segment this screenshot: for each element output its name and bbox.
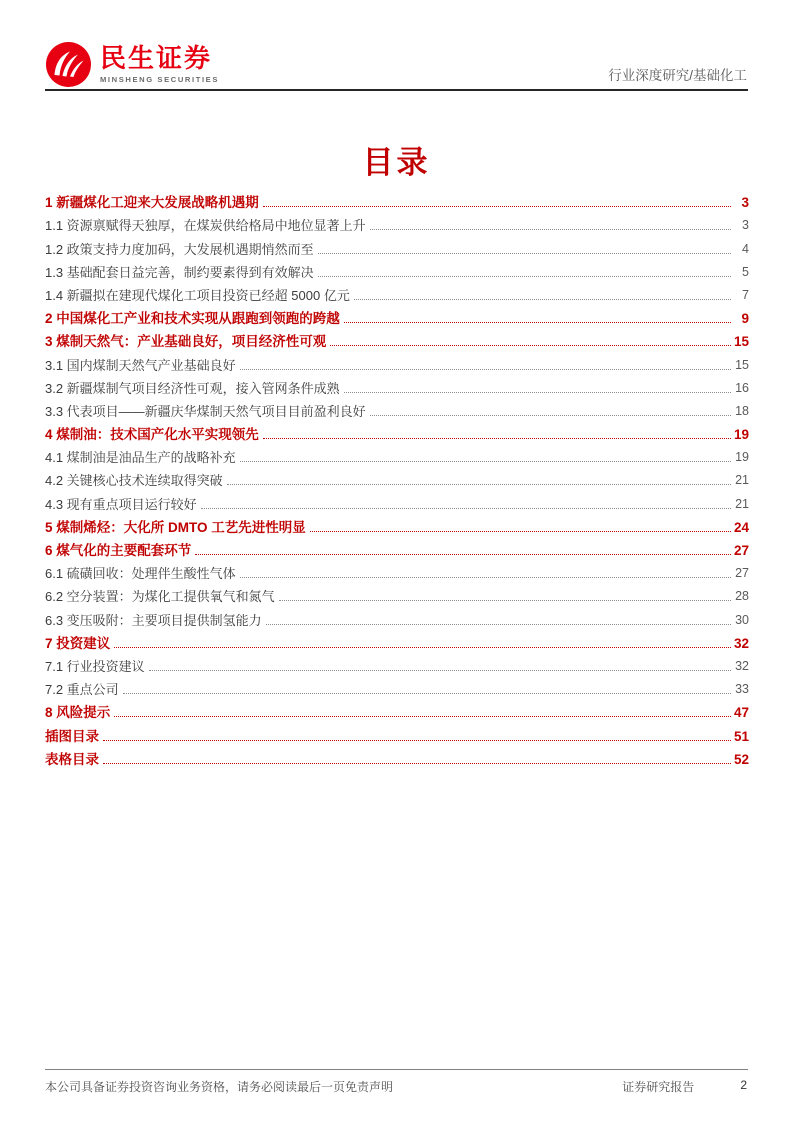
- toc-entry-label: 3.3 代表项目——新疆庆华煤制天然气项目目前盈利良好: [45, 403, 366, 419]
- toc-leader-dots: [263, 206, 731, 207]
- toc-entry[interactable]: [45, 629, 749, 652]
- footer-divider: [45, 1069, 748, 1070]
- toc-entry-page: 4: [742, 241, 749, 256]
- toc-entry-label: 3.1 国内煤制天然气产业基础良好: [45, 357, 236, 373]
- toc-entry-page: 21: [735, 496, 749, 511]
- toc-entry-page: 9: [741, 311, 749, 327]
- toc-leader-dots: [318, 253, 731, 254]
- toc-entry-label: 7 投资建议: [45, 635, 111, 651]
- logo-wordmark: [100, 42, 220, 85]
- toc-entry-label: 8 风险提示: [45, 705, 111, 721]
- toc-entry[interactable]: [45, 258, 749, 281]
- toc-leader-dots: [370, 229, 731, 230]
- toc-leader-dots: [103, 740, 731, 741]
- toc-entry-label: 4.2 关键核心技术连续取得突破: [45, 473, 223, 489]
- toc-entry-label: 1 新疆煤化工迎来大发展战略机遇期: [45, 195, 259, 211]
- toc-leader-dots: [344, 322, 731, 323]
- toc-leader-dots: [310, 531, 731, 532]
- toc-entry-label: 插图目录: [45, 728, 99, 744]
- toc-entry[interactable]: [45, 536, 749, 559]
- toc-entry[interactable]: [45, 559, 749, 582]
- toc-entry-label: 4.3 现有重点项目运行较好: [45, 496, 197, 512]
- toc-entry-page: 27: [733, 543, 749, 558]
- toc-leader-dots: [279, 600, 731, 601]
- toc-leader-dots: [114, 647, 731, 648]
- toc-entry-label: 1.2 政策支持力度加码，大发展机遇期悄然而至: [45, 241, 314, 257]
- toc-leader-dots: [227, 484, 731, 485]
- toc-leader-dots: [201, 508, 731, 509]
- footer: [45, 1078, 747, 1095]
- toc-entry[interactable]: [45, 466, 749, 489]
- toc-entry-label: 6.1 硫磺回收：处理伴生酸性气体: [45, 566, 236, 582]
- toc-entry-page: 3: [742, 218, 749, 233]
- toc-entry-label: 4 煤制油：技术国产化水平实现领先: [45, 427, 259, 443]
- toc-entry[interactable]: [45, 350, 749, 373]
- toc-leader-dots: [344, 392, 731, 393]
- toc-entry-page: 3: [741, 195, 749, 211]
- toc-entry[interactable]: [45, 489, 749, 512]
- toc-entry-label: 7.1 行业投资建议: [45, 658, 145, 674]
- toc-entry-label: 4.1 煤制油是油品生产的战略补充: [45, 450, 236, 466]
- minsheng-logo-icon: [46, 42, 91, 87]
- toc-entry[interactable]: [45, 420, 749, 443]
- toc-entry[interactable]: [45, 281, 749, 304]
- toc-leader-dots: [103, 763, 731, 764]
- toc-entry-page: 51: [733, 728, 749, 744]
- toc-leader-dots: [330, 345, 731, 346]
- header-divider: [45, 89, 748, 91]
- toc-leader-dots: [263, 438, 731, 439]
- toc-entry[interactable]: [45, 211, 749, 234]
- toc-entry-page: 19: [735, 450, 749, 465]
- toc-entry[interactable]: [45, 582, 749, 605]
- logo-name-en: MINSHENG SECURITIES: [100, 75, 220, 85]
- toc-entry-label: 6.3 变压吸附：主要项目提供制氢能力: [45, 612, 262, 628]
- toc-entry-page: 33: [735, 682, 749, 697]
- toc-leader-dots: [195, 554, 731, 555]
- toc-entry[interactable]: [45, 721, 749, 744]
- toc-entry-label: 5 煤制烯烃：大化所 DMTO 工艺先进性明显: [45, 519, 306, 535]
- toc-entry[interactable]: [45, 675, 749, 698]
- toc-leader-dots: [240, 369, 731, 370]
- toc-entry-page: 24: [733, 519, 749, 535]
- toc-entry-page: 47: [733, 705, 749, 721]
- toc-entry-label: 表格目录: [45, 751, 99, 767]
- toc-entry-label: 7.2 重点公司: [45, 682, 119, 698]
- toc-entry-label: 3.2 新疆煤制气项目经济性可观，接入管网条件成熟: [45, 380, 340, 396]
- logo-name-cn: 民生证券: [100, 42, 213, 73]
- page-title: 目录: [362, 145, 431, 180]
- toc-entry[interactable]: [45, 397, 749, 420]
- toc-leader-dots: [266, 624, 731, 625]
- toc-entry-label: 1.3 基础配套日益完善，制约要素得到有效解决: [45, 264, 314, 280]
- minsheng-logo: [46, 42, 219, 87]
- toc-entry-page: 7: [742, 287, 749, 302]
- toc-entry-page: 18: [735, 403, 749, 418]
- toc-entry-page: 28: [735, 589, 749, 604]
- toc-leader-dots: [240, 461, 731, 462]
- table-of-contents: [45, 188, 749, 768]
- report-category: 行业深度研究/基础化工: [608, 68, 747, 83]
- toc-entry-page: 52: [733, 751, 749, 767]
- toc-entry-page: 21: [735, 473, 749, 488]
- toc-entry-label: 2 中国煤化工产业和技术实现从跟跑到领跑的跨越: [45, 311, 340, 327]
- toc-entry-page: 32: [735, 658, 749, 673]
- toc-entry-label: 1.4 新疆拟在建现代煤化工项目投资已经超 5000 亿元: [45, 287, 350, 303]
- toc-entry[interactable]: [45, 234, 749, 257]
- toc-entry-label: 3 煤制天然气：产业基础良好，项目经济性可观: [45, 334, 327, 350]
- toc-leader-dots: [149, 670, 731, 671]
- toc-leader-dots: [318, 276, 731, 277]
- toc-entry-page: 27: [735, 566, 749, 581]
- toc-entry[interactable]: [45, 304, 749, 327]
- toc-leader-dots: [123, 693, 731, 694]
- toc-entry-page: 16: [735, 380, 749, 395]
- toc-entry-page: 32: [733, 635, 749, 651]
- toc-entry-label: 1.1 资源禀赋得天独厚，在煤炭供给格局中地位显著上升: [45, 218, 366, 234]
- toc-entry[interactable]: [45, 327, 749, 350]
- toc-entry[interactable]: [45, 698, 749, 721]
- toc-entry-label: 6.2 空分装置：为煤化工提供氧气和氮气: [45, 589, 275, 605]
- footer-report-type: 证券研究报告: [622, 1080, 695, 1094]
- toc-entry[interactable]: [45, 513, 749, 536]
- footer-page-number: 2: [740, 1078, 747, 1092]
- toc-leader-dots: [114, 716, 731, 717]
- toc-entry[interactable]: [45, 652, 749, 675]
- footer-disclaimer: 本公司具备证券投资咨询业务资格，请务必阅读最后一页免责声明: [45, 1080, 394, 1094]
- toc-leader-dots: [354, 299, 731, 300]
- toc-entry[interactable]: [45, 443, 749, 466]
- toc-leader-dots: [240, 577, 731, 578]
- toc-entry[interactable]: [45, 745, 749, 768]
- toc-entry-page: 19: [733, 427, 749, 443]
- toc-entry[interactable]: [45, 605, 749, 628]
- toc-entry-page: 15: [735, 357, 749, 372]
- toc-entry-label: 6 煤气化的主要配套环节: [45, 543, 192, 558]
- toc-leader-dots: [370, 415, 731, 416]
- toc-entry-page: 30: [735, 612, 749, 627]
- toc-entry[interactable]: [45, 188, 749, 211]
- toc-entry-page: 15: [733, 334, 749, 350]
- toc-entry-page: 5: [742, 264, 749, 279]
- toc-entry[interactable]: [45, 374, 749, 397]
